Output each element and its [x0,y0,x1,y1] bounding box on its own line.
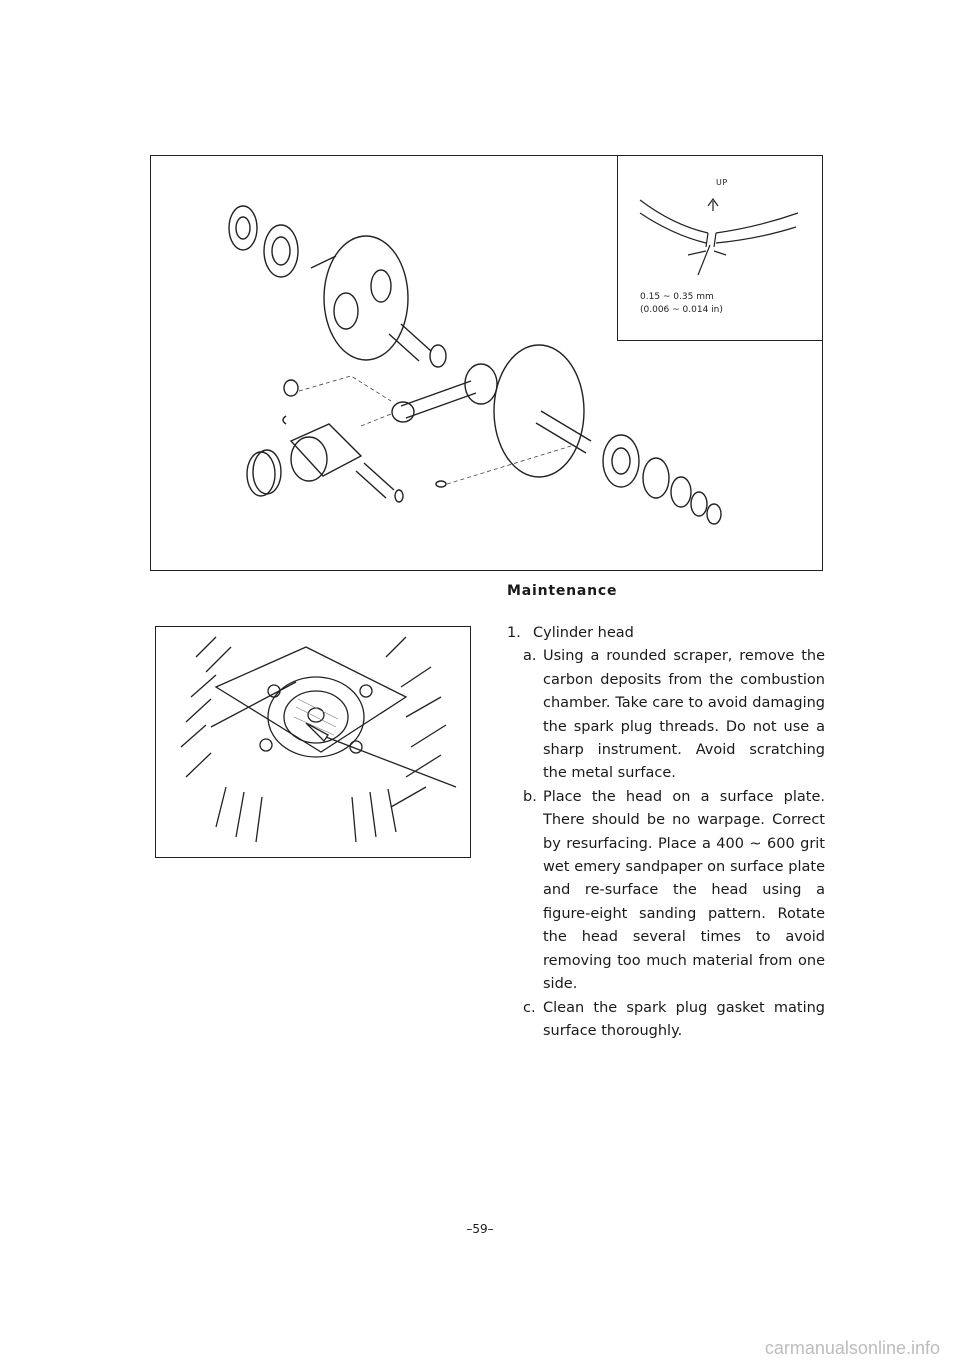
scraper-tool [326,737,456,787]
step-label: a. [523,648,537,665]
instructions [507,622,825,1043]
bearing-left [264,225,298,277]
section-title: Maintenance [507,583,618,599]
step-a [507,645,825,785]
bearing-outer-left [229,206,257,250]
item-heading [507,622,825,645]
step-b [507,786,825,997]
cylinder-head-drawing [156,627,469,856]
ring-gap-mm: 0.15 ~ 0.35 mm [640,292,714,302]
inset-up-label: UP [716,178,728,187]
up-arrow-icon [708,199,718,211]
cylinder-head-figure [155,626,471,858]
crank-web-right [494,345,584,477]
item-title: Cylinder head [533,625,634,641]
crank-web-left [324,236,408,360]
step-label: b. [523,788,537,805]
step-text: Place the head on a surface plate. There should be no warpage. Correct by resurfacing. Place a 400 ~ 600 grit wet emery sandpaper on surface plate and re-surface the head using a figure-eight sanding pattern. Rotate the head several times to avoid removing too much material from one side. [543,788,825,993]
step-label: c. [523,999,536,1016]
ring-gap-in: (0.006 ~ 0.014 in) [640,305,723,315]
step-c [507,997,825,1044]
watermark: carmanualsonline.info [764,1338,940,1358]
page-number: –59– [466,1222,494,1236]
item-number: 1. [507,625,521,641]
step-text: Clean the spark plug gasket mating surface thoroughly. [543,999,825,1039]
step-text: Using a rounded scraper, remove the carbon deposits from the combustion chamber. Take care to avoid damaging the spark plug threads. Do not use a sharp instrument. Avoid scratching the metal surface. [543,648,825,782]
